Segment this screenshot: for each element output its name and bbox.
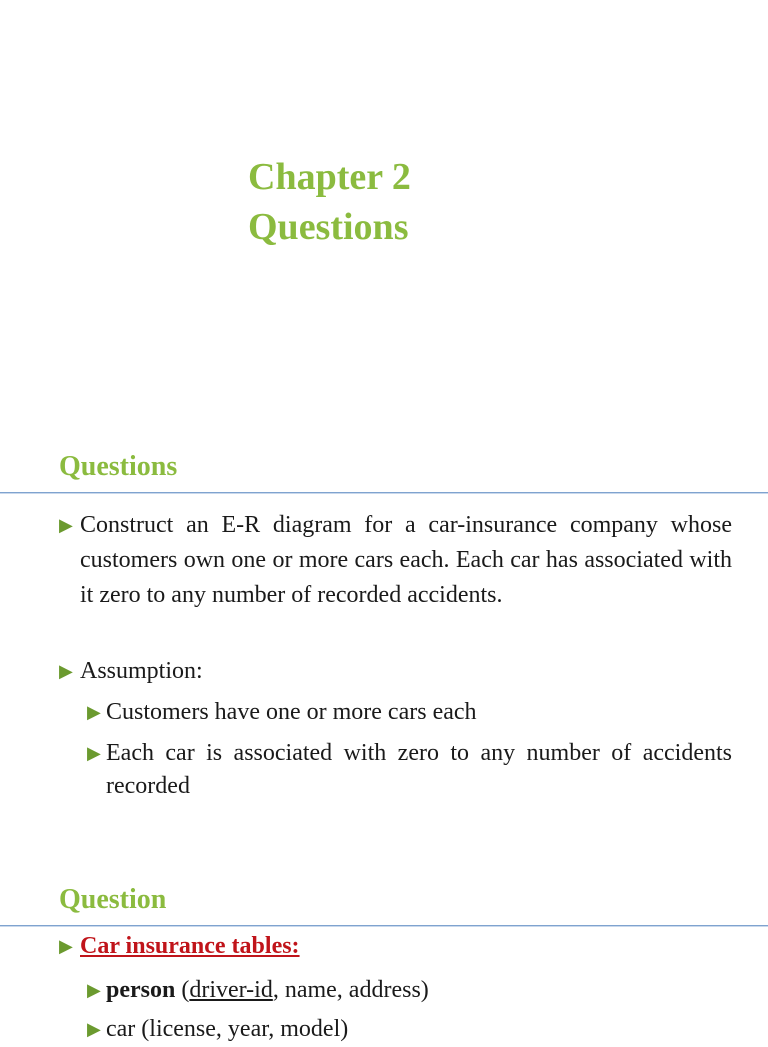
sub-bullet-item-person (87, 973, 732, 1008)
section-heading-question: Question (59, 884, 167, 915)
slide-title (248, 152, 411, 252)
table-name-person: person (106, 977, 176, 1003)
primary-key-driver-id: driver-id (189, 977, 273, 1003)
title-line-2: Questions (248, 206, 409, 248)
sub-bullet-text: Customers have one or more cars each (106, 699, 477, 725)
triangle-right-icon: ▶ (87, 1019, 101, 1039)
bullet-item-assumption (59, 654, 732, 689)
triangle-right-icon: ▶ (59, 661, 73, 681)
triangle-right-icon: ▶ (87, 980, 101, 1000)
sub-bullet-item-cars (87, 696, 732, 729)
tables-label: Car insurance tables: (80, 933, 300, 959)
sub-bullet-item-accidents (87, 737, 732, 803)
triangle-right-icon: ▶ (87, 702, 101, 722)
bullet-item-construct (59, 508, 732, 613)
car-table-text: car (license, year, model) (106, 1016, 349, 1042)
section-divider (0, 925, 768, 926)
triangle-right-icon: ▶ (59, 515, 73, 535)
sub-bullet-text: Each car is associated with zero to any number of accidents recorded (106, 740, 732, 799)
person-attributes: , name, address) (272, 977, 429, 1003)
section-heading-questions: Questions (59, 451, 178, 482)
bullet-text: Construct an E-R diagram for a car-insurance company whose customers own one or more cars each. Each car has associated with it zero to any number of recorded accidents. (80, 512, 732, 608)
title-line-1: Chapter 2 (248, 156, 411, 198)
bullet-text: Assumption: (80, 658, 203, 684)
section-divider (0, 492, 768, 493)
triangle-right-icon: ▶ (87, 743, 101, 763)
paren-open: ( (175, 977, 190, 1003)
triangle-right-icon: ▶ (59, 936, 73, 956)
bullet-item-car-insurance-tables (59, 929, 732, 964)
sub-bullet-item-car-partial (87, 1012, 732, 1047)
